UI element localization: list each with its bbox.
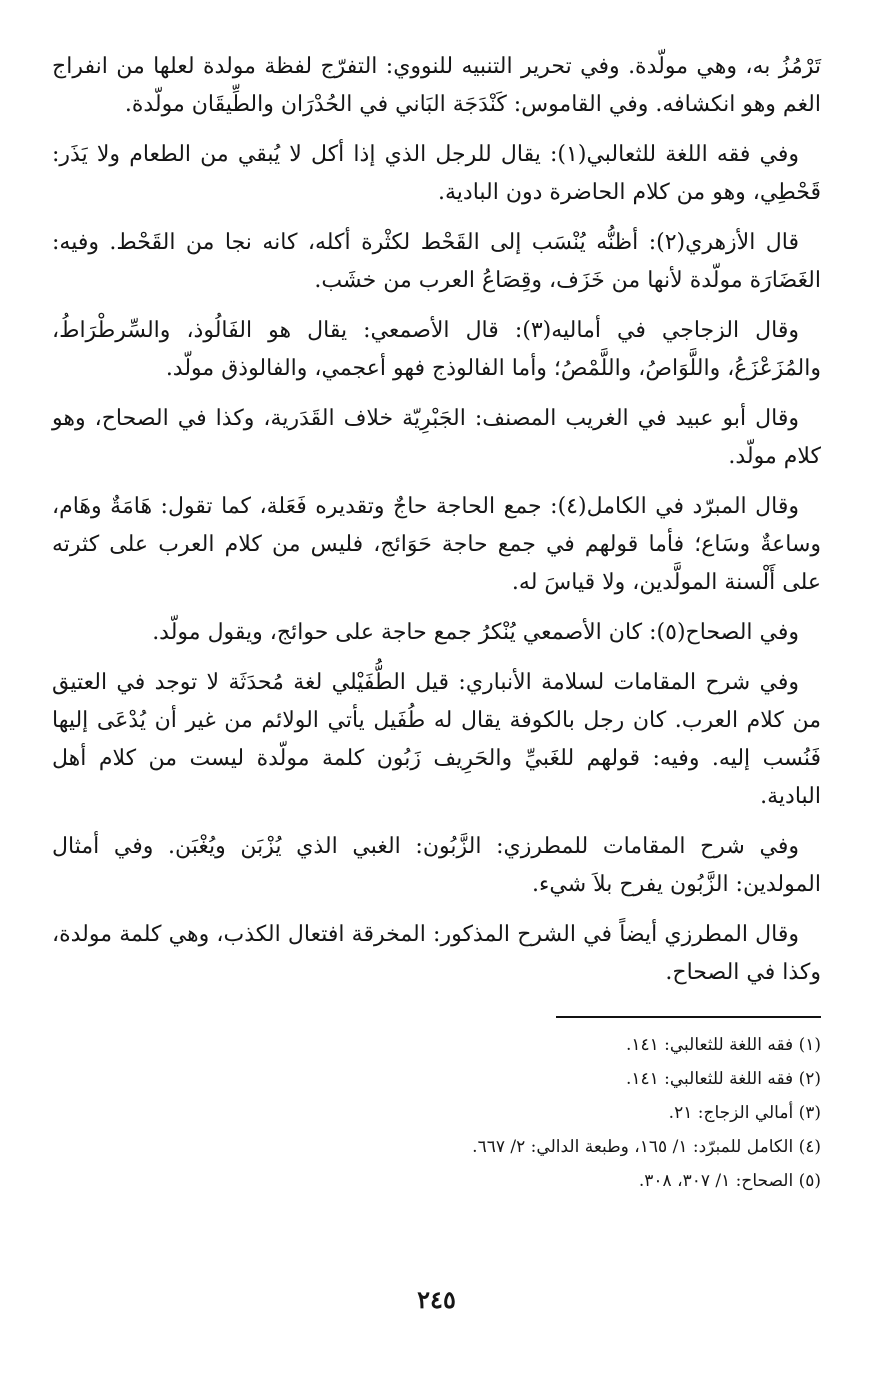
footnote-item: (٣) أمالي الزجاج: ٢١. (668, 1103, 821, 1123)
page-number: ٢٤٥ (417, 1285, 456, 1314)
paragraph: وقال أبو عبيد في الغريب المصنف: الجَبْرِيّة خلاف القَدَرية، وكذا في الصحاح، وهو كلام مولّد. (52, 406, 821, 469)
footnotes-list (52, 1028, 821, 1198)
paragraph: وفي فقه اللغة للثعالبي(١): يقال للرجل الذي إذا أكل لا يُبقي من الطعام ولا يَذَر: قَحْطِي، وهو من كلام الحاضرة دون البادية. (52, 142, 821, 205)
paragraph: وفي شرح المقامات للمطرزي: الزَّبُون: الغبي الذي يُزْبَن ويُغْبَن. وفي أمثال المولدين: الزَّبُون يفرح بلاَ شيء. (52, 834, 821, 897)
paragraph: وقال المبرّد في الكامل(٤): جمع الحاجة حاجٌ وتقديره فَعَلة، كما تقول: هَامَةٌ وهَام، وساعةٌ وسَاع؛ فأما قولهم في جمع حاجة حَوَائج، فليس من كلام العرب على كثرته على أَلْسنة المولَّدين، ولا قياسَ له. (52, 494, 822, 595)
paragraph: وقال الزجاجي في أماليه(٣): قال الأصمعي: يقال هو الفَالُوذ، والسِّرطْرَاطُ، والمُزَعْزَعُ، واللَّوَاصُ، واللَّمْصُ؛ وأما الفالوذج فهو أعجمي، والفالوذق مولّد. (52, 318, 821, 381)
page-content (52, 48, 821, 1198)
paragraph: قال الأزهري(٢): أظنُّه يُنْسَب إلى القَحْط لكثْرة أكله، كانه نجا من القَحْط. وفيه: الغَضَارَة مولّدة لأنها من خَزَف، وقِصَاعُ العرب من خشَب. (52, 230, 821, 293)
footnote-item: (١) فقه اللغة للثعالبي: ١٤١. (625, 1035, 821, 1055)
paragraph: وفي الصحاح(٥): كان الأصمعي يُنْكرُ جمع حاجة على حوائج، ويقول مولّد. (152, 620, 799, 645)
body-text (52, 48, 821, 992)
footnote-divider (556, 1016, 821, 1018)
paragraph: وفي شرح المقامات لسلامة الأنباري: قيل الطُّفَيْلي لغة مُحدَثَة لا توجد في العتيق من كلام العرب. كان رجل بالكوفة يقال له طُفَيل يأتي الولائم من غير أن يُدْعَى إليها فَنُسب إليه. وفيه: قولهم للغَبيِّ والحَرِيف زَبُون كلمة مولّدة ليست من كلام أهل البادية. (52, 670, 821, 809)
paragraph: تَرْمُزُ به، وهي مولّدة. وفي تحرير التنبيه للنووي: التفرّج لفظة مولدة لعلها من انفراج الغم وهو انكشافه. وفي القاموس: كَنْدَجَة البَاني في الحُدْرَان والطِّيقَان مولّدة. (52, 54, 821, 117)
footnote-item: (٥) الصحاح: ١/ ٣٠٧، ٣٠٨. (638, 1171, 821, 1191)
paragraph: وقال المطرزي أيضاً في الشرح المذكور: المخرقة افتعال الكذب، وهي كلمة مولدة، وكذا في الصحاح. (52, 922, 821, 985)
footnote-item: (٤) الكامل للمبرّد: ١/ ١٦٥، وطبعة الدالي: ٢/ ٦٦٧. (472, 1137, 821, 1157)
footnote-item: (٢) فقه اللغة للثعالبي: ١٤١. (625, 1069, 821, 1089)
